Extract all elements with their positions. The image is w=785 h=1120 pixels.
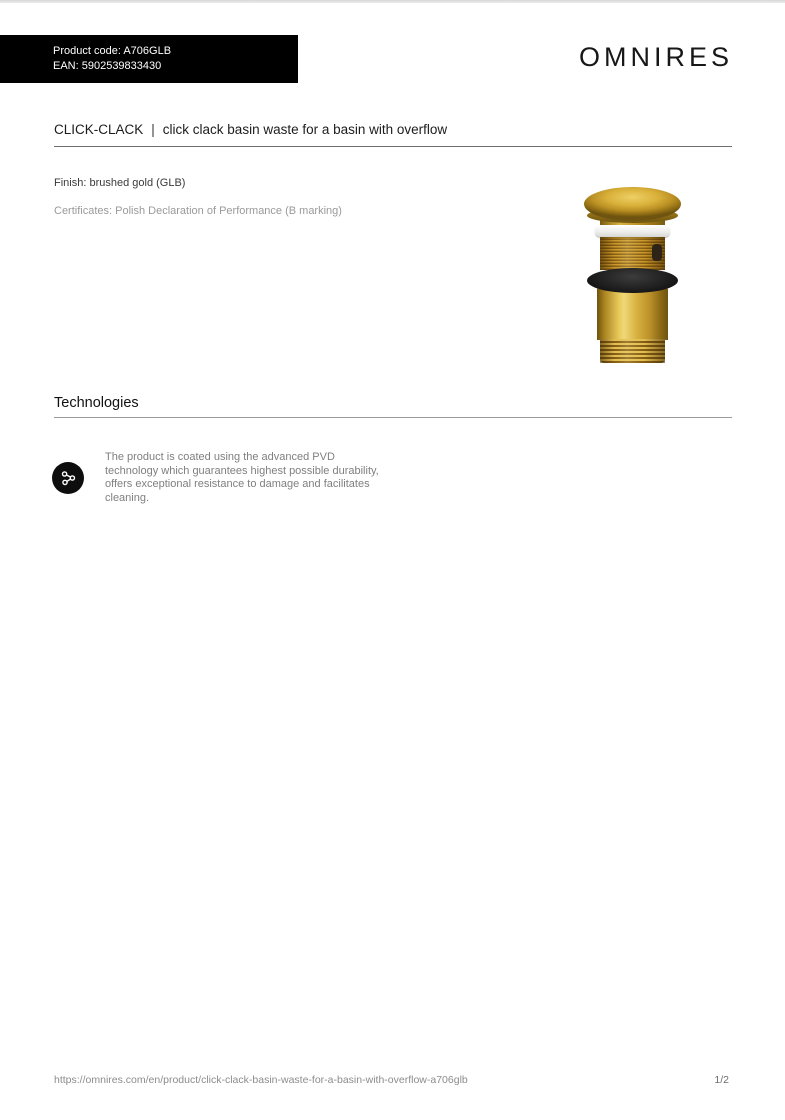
page-number: 1/2 xyxy=(714,1074,729,1086)
finish-line: Finish: brushed gold (GLB) xyxy=(54,177,186,189)
product-code-box xyxy=(0,35,298,83)
brand-logo: OMNIRES xyxy=(578,42,733,72)
waste-white-gasket xyxy=(595,225,670,237)
certificates-line: Certificates: Polish Declaration of Performance (B marking) xyxy=(54,205,342,217)
waste-bottom-threads xyxy=(600,339,665,363)
technologies-heading: Technologies xyxy=(54,395,139,411)
overflow-hole xyxy=(652,244,662,261)
waste-black-flange-nut xyxy=(587,268,678,293)
waste-cap xyxy=(584,187,681,221)
product-title xyxy=(54,122,732,147)
title-separator: | xyxy=(151,122,155,137)
footer-product-url[interactable]: https://omnires.com/en/product/click-clack-basin-waste-for-a-basin-with-overflow-a706glb xyxy=(54,1074,468,1086)
ean-line: EAN: 5902539833430 xyxy=(53,60,162,72)
waste-body xyxy=(597,287,668,340)
product-description: click clack basin waste for a basin with overflow xyxy=(162,122,448,137)
technologies-divider xyxy=(54,417,732,418)
product-code-line: Product code: A706GLB xyxy=(53,45,172,57)
waste-threaded-section xyxy=(600,237,665,270)
product-series-name: CLICK-CLACK xyxy=(54,122,144,137)
product-photo xyxy=(584,187,681,365)
page-top-edge xyxy=(0,0,785,3)
pvd-molecule-icon xyxy=(52,462,84,494)
pvd-technology-description: The product is coated using the advanced PVD technology which guarantees highest possible durability, offers exceptional resistance to damage and facilitates cleaning. xyxy=(105,451,379,504)
